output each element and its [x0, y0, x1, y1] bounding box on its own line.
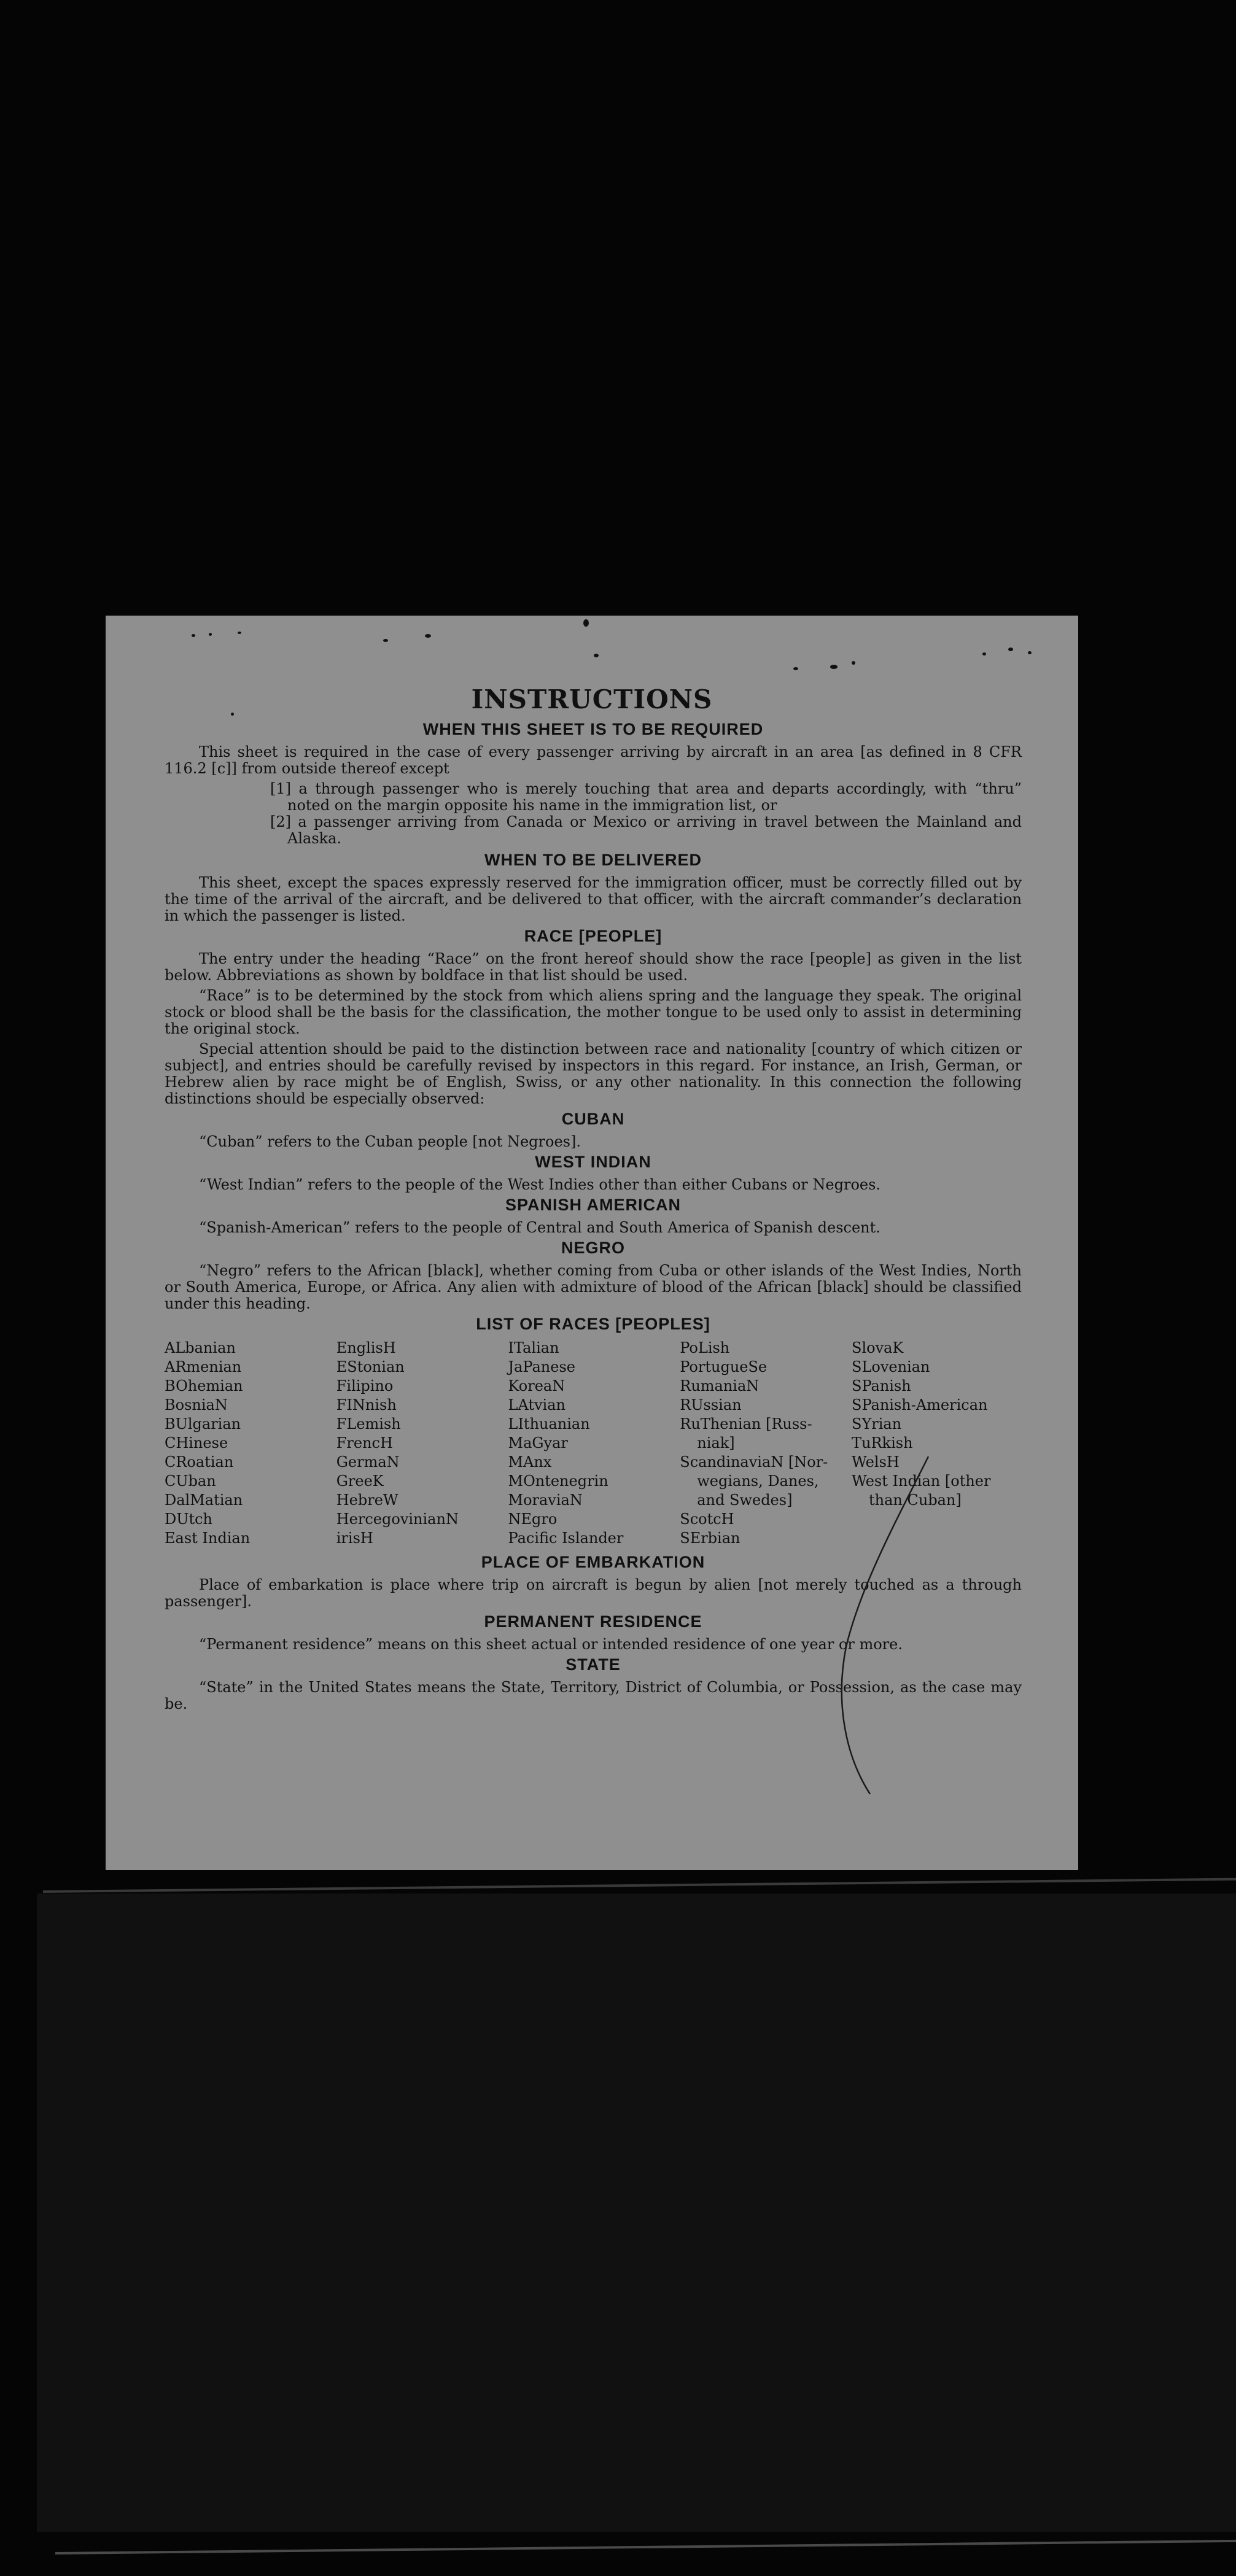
race-item: JaPanese — [508, 1358, 575, 1375]
heading-list-of-races: LIST OF RACES [PEOPLES] — [476, 1315, 710, 1333]
pen-mark-line — [106, 616, 1078, 1870]
race-paragraph-3: Special attention should be paid to the distinction between race and nationality [country of which citizen or subject], and entries should be carefully revised by inspectors in this regard. For instance, an Irish, German, or Hebrew alien by race might be of English, Swiss, or any other nationality. In this connection the following distinctions should be especially observed: — [165, 1040, 1022, 1107]
page-title: INSTRUCTIONS — [471, 684, 713, 714]
heading-race: RACE [PEOPLE] — [524, 927, 663, 945]
race-item: ScandinaviaN [Nor- — [680, 1453, 828, 1471]
heading-when-delivered: WHEN TO BE DELIVERED — [484, 851, 702, 869]
race-item: wegians, Danes, — [697, 1472, 819, 1490]
race-item: LIthuanian — [508, 1415, 590, 1433]
race-item: and Swedes] — [697, 1491, 793, 1509]
race-paragraph-2: “Race” is to be determined by the stock from which aliens spring and the language they speak. The original stock or blood shall be the basis for the classification, the mother tongue to be used only to assist in determining the original stock. — [165, 987, 1022, 1037]
race-item: FLemish — [336, 1415, 401, 1433]
race-item: SLovenian — [852, 1358, 930, 1375]
when-delivered-text: This sheet, except the spaces expressly reserved for the immigration officer, must be correctly filled out by the time of the arrival of the aircraft, and be delivered to that officer, with the aircraft commander’s declaration in which the passenger is listed. — [165, 874, 1022, 924]
race-item: ARmenian — [165, 1358, 242, 1375]
race-item: TuRkish — [852, 1434, 913, 1452]
race-item: FrencH — [336, 1434, 393, 1452]
race-item: ScotcH — [680, 1510, 734, 1528]
race-item: SlovaK — [852, 1339, 904, 1356]
race-item: NEgro — [508, 1510, 558, 1528]
race-item: BOhemian — [165, 1377, 243, 1394]
race-item: WelsH — [852, 1453, 900, 1471]
race-item: SErbian — [680, 1530, 740, 1547]
heading-permanent-residence: PERMANENT RESIDENCE — [484, 1612, 702, 1631]
race-item: CUban — [165, 1472, 216, 1490]
when-required-item-1: [1] a through passenger who is merely touching that area and departs accordingly, with “thru” noted on the margin opposite his name in the immigration list, or — [270, 780, 1022, 814]
race-item: ITalian — [508, 1339, 559, 1356]
instruction-sheet — [106, 616, 1078, 1870]
race-item: ALbanian — [165, 1339, 236, 1356]
heading-spanish-american: SPANISH AMERICAN — [505, 1196, 681, 1214]
race-item: BUlgarian — [165, 1415, 241, 1433]
race-item: BosniaN — [165, 1396, 228, 1414]
race-item: MaGyar — [508, 1434, 568, 1452]
heading-cuban: CUBAN — [561, 1110, 625, 1128]
film-edge-line — [43, 1878, 1236, 1893]
race-item: West Indian [other — [852, 1472, 991, 1490]
race-item: RumaniaN — [680, 1377, 760, 1394]
when-required-intro: This sheet is required in the case of every passenger arriving by aircraft in an area [as defined in 8 CFR 116.2 [c]] from outside thereof except — [165, 743, 1022, 777]
heading-state: STATE — [566, 1655, 621, 1674]
race-paragraph-1: The entry under the heading “Race” on the front hereof should show the race [people] as given in the list below. Abbreviations as shown by boldface in that list should be used. — [165, 950, 1022, 984]
heading-when-required: WHEN THIS SHEET IS TO BE REQUIRED — [422, 720, 764, 738]
heading-west-indian: WEST INDIAN — [535, 1153, 651, 1171]
embarkation-text: Place of embarkation is place where trip on aircraft is begun by alien [not merely touched as a through passenger]. — [165, 1576, 1022, 1610]
spanish-american-text: “Spanish-American” refers to the people of Central and South America of Spanish descent. — [199, 1219, 880, 1236]
race-item: CHinese — [165, 1434, 228, 1452]
race-item: SYrian — [852, 1415, 902, 1433]
heading-place-of-embarkation: PLACE OF EMBARKATION — [481, 1553, 705, 1571]
race-item: Filipino — [336, 1377, 394, 1394]
race-item: Pacific Islander — [508, 1530, 624, 1547]
race-item: EnglisH — [336, 1339, 396, 1356]
west-indian-text: “West Indian” refers to the people of the West Indies other than either Cubans or Negroes. — [199, 1176, 881, 1193]
state-text: “State” in the United States means the State, Territory, District of Columbia, or Possession, as the case may be. — [165, 1679, 1022, 1712]
race-item: GreeK — [336, 1472, 384, 1490]
race-item: SPanish-American — [852, 1396, 988, 1414]
race-item: GermaN — [336, 1453, 400, 1471]
race-item: RUssian — [680, 1396, 742, 1414]
when-required-item-2: [2] a passenger arriving from Canada or Mexico or arriving in travel between the Mainland and Alaska. — [270, 813, 1022, 847]
race-item: DUtch — [165, 1510, 213, 1528]
race-item: irisH — [336, 1530, 373, 1547]
race-item: MOntenegrin — [508, 1472, 608, 1490]
race-item: DalMatian — [165, 1491, 243, 1509]
residence-text: “Permanent residence” means on this sheet actual or intended residence of one year or more. — [199, 1636, 903, 1653]
race-item: East Indian — [165, 1530, 251, 1547]
race-item: niak] — [697, 1434, 735, 1452]
race-item: HebreW — [336, 1491, 398, 1509]
film-edge-line-bottom — [55, 2540, 1236, 2555]
race-item: EStonian — [336, 1358, 405, 1375]
heading-negro: NEGRO — [561, 1239, 625, 1257]
race-item: FINnish — [336, 1396, 397, 1414]
race-item: SPanish — [852, 1377, 911, 1394]
film-lower-area — [37, 1893, 1236, 2532]
race-item: MAnx — [508, 1453, 552, 1471]
race-item: RuThenian [Russ- — [680, 1415, 812, 1433]
race-item: KoreaN — [508, 1377, 566, 1394]
race-item: PoLish — [680, 1339, 730, 1356]
race-item: LAtvian — [508, 1396, 566, 1414]
cuban-text: “Cuban” refers to the Cuban people [not Negroes]. — [199, 1133, 581, 1150]
race-item: than Cuban] — [869, 1491, 962, 1509]
negro-text: “Negro” refers to the African [black], whether coming from Cuba or other islands of the West Indies, North or South America, Europe, or Africa. Any alien with admixture of blood of the African [black] should be classified under this heading. — [165, 1262, 1022, 1312]
race-item: HercegovinianN — [336, 1510, 459, 1528]
race-item: PortugueSe — [680, 1358, 768, 1375]
race-item: MoraviaN — [508, 1491, 583, 1509]
race-item: CRoatian — [165, 1453, 234, 1471]
